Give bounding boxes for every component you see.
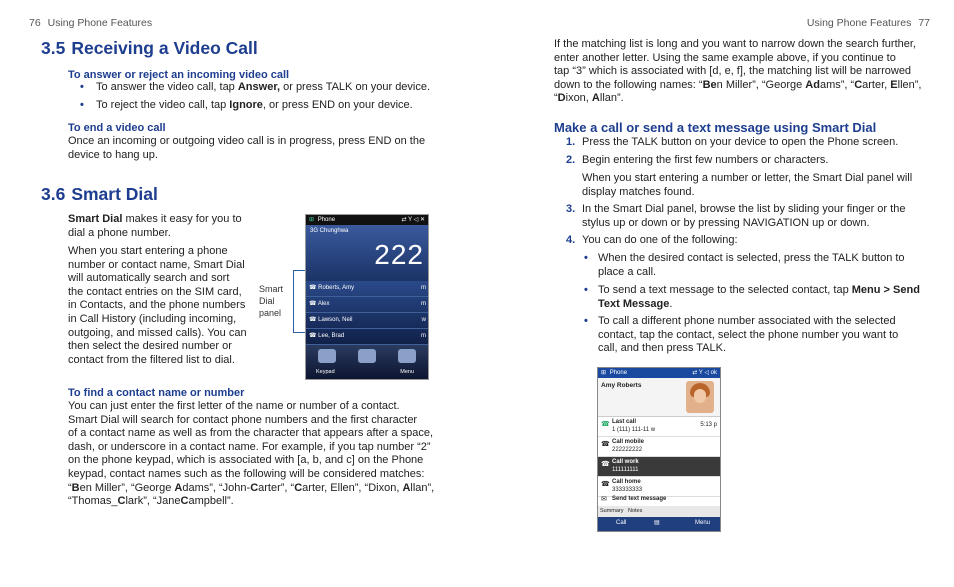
row-time: 5:13 p — [700, 422, 717, 428]
softkey-bar — [598, 517, 720, 531]
section-title: Smart Dial — [71, 184, 158, 204]
text-line: enter another letter. Using the same example above, if you continue to — [554, 51, 896, 64]
t: C — [250, 481, 259, 494]
bullet-text: To reject the video call, tap — [96, 99, 230, 111]
status-bar — [306, 215, 428, 225]
t: ams”, “ — [819, 78, 855, 91]
t: C — [180, 495, 189, 508]
contact-type: m — [421, 301, 426, 307]
smart-dial-panel — [306, 281, 428, 345]
t: dams”, “John- — [182, 481, 251, 494]
find-contact-paragraph — [68, 400, 434, 509]
text-line: To call a different phone number associated with the selected — [598, 315, 896, 327]
bullet-icon: • — [80, 81, 84, 93]
make-call-subheading: Make a call or send a text message using Smart Dial — [554, 120, 877, 135]
message-icon: ✉ — [601, 496, 607, 503]
option-talk — [598, 252, 905, 279]
text-line: Once an incoming or outgoing video call is in progress, press END on the — [68, 135, 426, 147]
bullet-text: , or press END on your device. — [262, 99, 413, 111]
t: A — [591, 92, 600, 105]
right-page-number: 77 — [918, 17, 930, 29]
text-line — [598, 284, 920, 298]
t: llen”, — [897, 78, 922, 91]
text-line: will automatically search and sort — [68, 272, 230, 285]
answer-bullet — [96, 81, 430, 95]
text-line: dial a phone number. — [68, 226, 171, 239]
text-line: keypad, contact names such as the following will be considered matches: — [68, 467, 425, 480]
contact-icon: ☎ — [309, 333, 317, 339]
text-line: number or contact name, Smart Dial — [68, 258, 245, 271]
reject-bullet — [96, 99, 413, 113]
t: A — [402, 481, 411, 494]
softkey-right: Menu — [694, 520, 710, 526]
list-item — [598, 437, 720, 457]
t: en Miller”, “George — [79, 481, 175, 494]
list-item — [598, 494, 720, 506]
call-icon — [358, 349, 376, 363]
text-line: the contact entries on the SIM card, — [68, 285, 242, 298]
text-line: When you start entering a phone — [68, 245, 228, 257]
app-title: Phone — [317, 217, 336, 223]
find-contact-subheading: To find a contact name or number — [68, 387, 245, 399]
t: Be — [702, 78, 717, 91]
text-line: contact from the filtered list to dial. — [68, 353, 235, 366]
t: D — [557, 92, 566, 105]
bullet-text: or press TALK on your device. — [280, 81, 431, 93]
tab-summary: Summary — [600, 508, 624, 514]
text-line: call, and then press TALK. — [598, 342, 726, 355]
right-running-title: Using Phone Features — [806, 17, 912, 29]
t: Ad — [805, 78, 820, 91]
bold-term: Smart Dial — [68, 213, 123, 225]
end-paragraph — [68, 135, 425, 162]
bullet-icon: • — [80, 99, 84, 111]
list-item — [306, 313, 428, 329]
step-1-text: Press the TALK button on your device to open the Phone screen. — [582, 136, 899, 148]
step-number: 2. — [566, 154, 576, 166]
text-line: dash, or underscore in a contact name. For example, if you tap number “2” — [68, 440, 431, 453]
phone-icon: ☎ — [601, 421, 610, 428]
left-running-title: Using Phone Features — [47, 17, 153, 29]
option-different-number — [598, 315, 898, 356]
bullet-icon: • — [584, 252, 588, 264]
keyboard-icon: ▤ — [654, 520, 660, 526]
t: “ — [554, 92, 558, 105]
t: C — [117, 495, 126, 508]
t: “ — [68, 481, 72, 494]
list-item — [306, 297, 428, 313]
t: ixon, — [565, 92, 592, 105]
bullet-icon: • — [584, 315, 588, 327]
status-icons: ⇄ Y ◁ ✕ — [401, 217, 425, 223]
tab-strip — [598, 506, 720, 517]
text-line: on the phone keypad, which is associated with [a, b, and c] on the Phone — [68, 454, 424, 467]
t: A — [174, 481, 183, 494]
smart-dial-panel-callout — [259, 283, 283, 319]
text-line: in Call History (including incoming, — [68, 312, 237, 325]
text-line: When the desired contact is selected, press the TALK button to — [598, 252, 905, 264]
text-line — [68, 213, 242, 227]
bullet-icon: • — [584, 284, 588, 296]
section-3-6-heading — [41, 184, 158, 205]
contact-icon: ☎ — [309, 317, 317, 323]
text-line: stylus up or down or by pressing NAVIGATION up or down. — [582, 216, 870, 229]
text-line — [598, 298, 920, 312]
text-line — [68, 482, 434, 496]
section-3-5-heading — [41, 38, 258, 59]
list-item — [306, 329, 428, 345]
phone-icon: ☎ — [601, 481, 610, 488]
step-4-text: You can do one of the following: — [582, 234, 738, 246]
right-running-header — [807, 17, 930, 29]
answer-subheading: To answer or reject an incoming video call — [68, 69, 290, 81]
dialed-digits: 222 — [374, 239, 424, 270]
phone-controls — [306, 345, 428, 379]
text-line: In the Smart Dial panel, browse the list by sliding your finger or the — [582, 203, 906, 215]
step-number: 4. — [566, 234, 576, 246]
app-title: Phone — [609, 370, 628, 376]
t: arter, Ellen”, “Dixon, — [302, 481, 403, 494]
text-line: in Contacts, and the phone numbers — [68, 299, 246, 312]
bullet-bold: Ignore — [229, 99, 263, 111]
bullet-text: To answer the video call, tap — [96, 81, 238, 93]
section-number: 3.6 — [41, 184, 66, 204]
narrow-search-paragraph — [554, 38, 921, 106]
status-bar — [598, 368, 720, 378]
t: B — [71, 481, 80, 494]
row-value: 111111111 — [612, 467, 639, 473]
contact-name: Amy Roberts — [601, 382, 642, 389]
step-3-text — [582, 203, 905, 230]
option-text-message — [598, 284, 920, 311]
t: down to the following names: “ — [554, 78, 703, 91]
row-value: 1 (111) 111-11 w — [612, 427, 656, 433]
t: llan”, — [410, 481, 435, 494]
end-subheading: To end a video call — [68, 122, 166, 134]
phone-icon: ☎ — [601, 441, 610, 448]
t: C — [854, 78, 863, 91]
contact-name: Alex — [317, 301, 330, 307]
text-line: outgoing, and missed calls). You can — [68, 326, 247, 339]
softkey-right: Menu — [400, 369, 414, 375]
t: arter, — [862, 78, 891, 91]
section-title: Receiving a Video Call — [71, 38, 258, 58]
text-line — [554, 79, 921, 93]
callout-line: Dial — [259, 296, 275, 306]
list-item — [306, 281, 428, 297]
tab-notes: Notes — [628, 508, 643, 514]
contact-header — [598, 378, 720, 417]
contact-photo — [686, 381, 714, 413]
text-line: contact, tap the contact, select the phone number you want to — [598, 328, 899, 341]
t: llan”. — [599, 92, 624, 105]
t: ampbell”. — [188, 495, 234, 508]
text-line: You can just enter the first letter of the name or number of a contact. — [68, 400, 400, 412]
left-page-number: 76 — [29, 17, 41, 29]
smart-dial-description — [68, 245, 247, 367]
keypad-icon — [318, 349, 336, 363]
contact-type: m — [421, 333, 426, 339]
text-line: If the matching list is long and you want to narrow down the search further, — [554, 38, 916, 50]
step-number: 1. — [566, 136, 576, 148]
callout-line: Smart — [259, 284, 284, 294]
list-item — [598, 417, 720, 437]
contact-icon: ☎ — [309, 285, 317, 291]
text-line — [554, 92, 921, 106]
windows-flag-icon: ⊞ — [601, 370, 607, 376]
text-line: then select the desired number or — [68, 340, 232, 353]
backspace-icon — [398, 349, 416, 363]
t: C — [294, 481, 303, 494]
contact-name: Roberts, Amy — [318, 285, 355, 291]
softkey-left: Call — [616, 520, 627, 526]
t: . — [669, 297, 673, 310]
contact-name: Lawson, Neil — [318, 317, 353, 323]
windows-flag-icon: ⊞ — [309, 217, 315, 223]
t: “Thomas_ — [68, 495, 118, 508]
dial-display — [306, 225, 428, 281]
callout-line: panel — [259, 308, 282, 318]
text-line: When you start entering a number or letter, the Smart Dial panel will — [582, 172, 913, 184]
contact-icon: ☎ — [309, 301, 317, 307]
text-line: of a contact name as well as from the character that appears after a space, — [68, 427, 434, 440]
t: arter”, “ — [258, 481, 295, 494]
smart-dial-screenshot — [305, 214, 429, 380]
text-line: Smart Dial will search for contact phone numbers and the first character — [68, 413, 418, 426]
contact-name: Lee, Brad — [318, 333, 345, 339]
contact-card-screenshot — [597, 367, 721, 532]
status-icons: ⇄ Y ◁ ok — [692, 370, 717, 376]
t: Text Message — [598, 297, 670, 310]
softkey-left: Keypad — [316, 369, 335, 375]
row-label: Call home — [612, 479, 641, 485]
text-line: device to hang up. — [68, 148, 158, 161]
contact-type: w — [421, 317, 426, 323]
row-value: 333333333 — [612, 487, 643, 493]
t: To send a text message to the selected contact, tap — [598, 284, 852, 296]
smart-dial-intro — [68, 213, 242, 240]
row-label: Last call — [612, 419, 637, 425]
row-label: Call mobile — [612, 439, 645, 445]
left-running-header — [29, 17, 152, 29]
contact-type: m — [421, 285, 426, 291]
phone-icon: ☎ — [601, 461, 610, 468]
t: lark”, “Jane — [125, 495, 181, 508]
text-span: makes it easy for you to — [122, 213, 242, 225]
bullet-bold: Answer, — [237, 81, 281, 93]
callout-bracket — [293, 270, 294, 333]
carrier-name: 3G Chunghwa — [310, 228, 349, 234]
t: Menu > Send — [851, 284, 920, 296]
t: E — [890, 78, 898, 91]
list-item-selected — [598, 457, 720, 477]
step-number: 3. — [566, 203, 576, 215]
row-label: Call work — [612, 459, 639, 465]
text-line — [68, 495, 434, 509]
text-line: tap “3” which is associated with [d, e, f], the matching list will be narrowed — [554, 65, 912, 78]
row-value: 222222222 — [612, 447, 643, 453]
step-2-note — [582, 172, 912, 199]
t: n Miller”, “George — [716, 78, 806, 91]
text-line: display matches found. — [582, 185, 695, 198]
section-number: 3.5 — [41, 38, 66, 58]
step-2-text: Begin entering the first few numbers or characters. — [582, 154, 829, 166]
text-line: place a call. — [598, 265, 657, 278]
row-label: Send text message — [612, 496, 667, 502]
